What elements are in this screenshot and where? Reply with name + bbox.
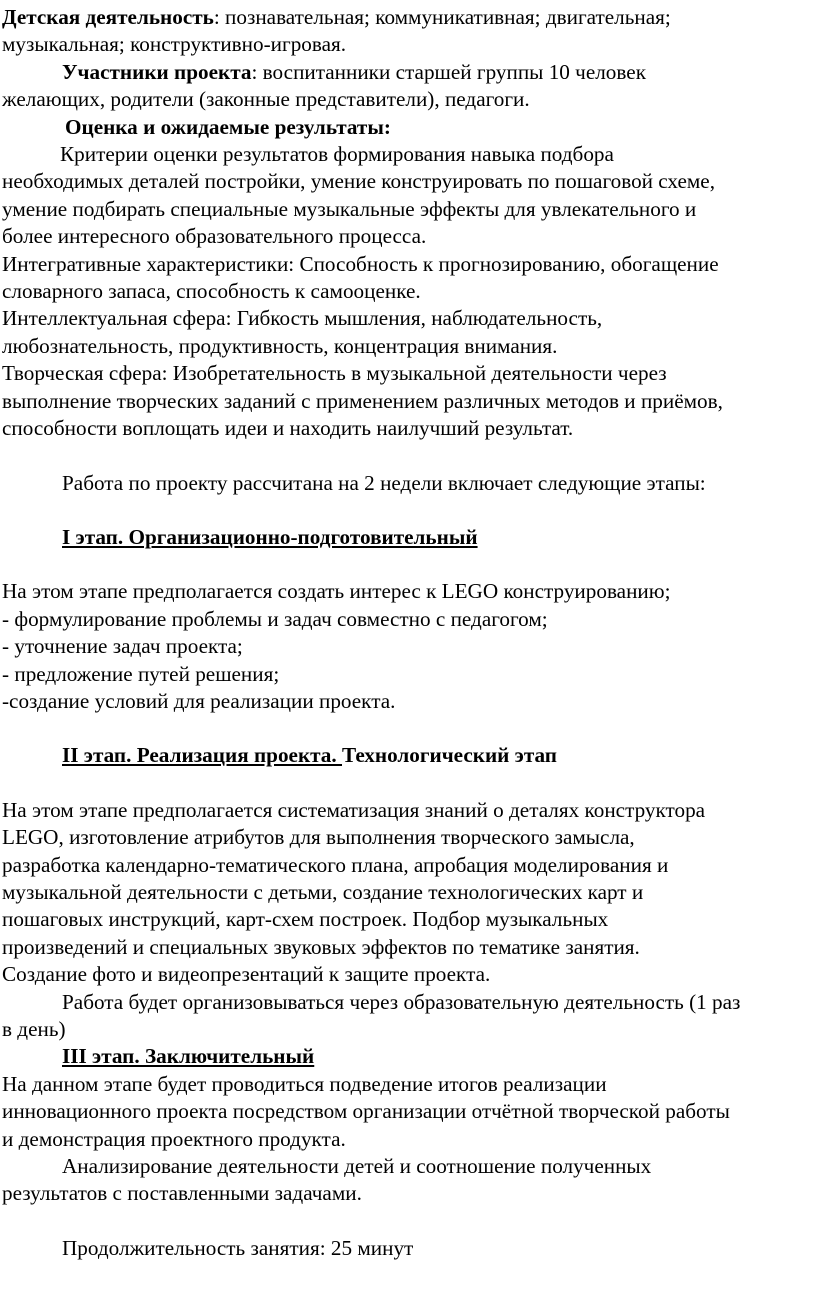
criteria-line: Критерии оценки результатов формирования навыка подбора xyxy=(60,142,614,167)
stage2-line: На этом этапе предполагается систематизация знаний о деталях конструктора xyxy=(2,797,706,822)
stage2-line: разработка календарно-тематического плана, апробация моделирования и xyxy=(2,852,669,877)
stage1-line: - формулирование проблемы и задач совместно с педагогом; xyxy=(2,606,548,631)
criteria-line: необходимых деталей постройки, умение конструировать по пошаговой схеме, xyxy=(2,169,716,194)
participants-text: : воспитанники старшей группы 10 человек xyxy=(251,59,646,84)
analysis-line: Анализирование деятельности детей и соотношение полученных xyxy=(62,1154,652,1179)
stage2-heading-rest: Технологический этап xyxy=(342,743,558,768)
intellectual-line: любознательность, продуктивность, концентрация внимания. xyxy=(2,333,558,358)
document-page xyxy=(2,4,812,1262)
stage2-line: пошаговых инструкций, карт-схем построек. Подбор музыкальных xyxy=(2,907,609,932)
duration-intro: Работа по проекту рассчитана на 2 недели включает следующие этапы: xyxy=(62,470,706,495)
participants-label: Участники проекта xyxy=(62,59,252,84)
results-heading: Оценка и ожидаемые результаты: xyxy=(65,114,391,139)
lesson-duration: Продолжительность занятия: 25 минут xyxy=(62,1235,414,1260)
stage2-heading-underlined: II этап. Реализация проекта. xyxy=(62,743,342,768)
criteria-line: более интересного образовательного процесса. xyxy=(2,224,427,249)
analysis-line-2: результатов с поставленными задачами. xyxy=(2,1181,362,1206)
activity-line xyxy=(2,4,812,31)
integrative-line: словарного запаса, способность к самооценке. xyxy=(2,279,421,304)
stage3-line: инновационного проекта посредством организации отчётной творческой работы xyxy=(2,1099,730,1124)
stage2-line: музыкальной деятельности с детьми, создание технологических карт и xyxy=(2,879,644,904)
creative-line: способности воплощать идеи и находить наилучший результат. xyxy=(2,416,574,441)
intellectual-line: Интеллектуальная сфера: Гибкость мышления, наблюдательность, xyxy=(2,306,603,331)
stage1-line: На этом этапе предполагается создать интерес к LEGO конструированию; xyxy=(2,579,671,604)
stage2-line: произведений и специальных звуковых эффектов по тематике занятия. xyxy=(2,934,640,959)
participants-line xyxy=(2,59,812,86)
stage2-line: LEGO, изготовление атрибутов для выполнения творческого замысла, xyxy=(2,825,635,850)
stage1-line: - предложение путей решения; xyxy=(2,661,280,686)
stage3-line: и демонстрация проектного продукта. xyxy=(2,1126,346,1151)
organize-line-2: в день) xyxy=(2,1017,66,1041)
participants-line-2: желающих, родители (законные представители), педагоги. xyxy=(2,87,530,112)
creative-line: выполнение творческих заданий с применением различных методов и приёмов, xyxy=(2,388,723,413)
stage1-line: -создание условий для реализации проекта. xyxy=(2,688,396,713)
criteria-line: умение подбирать специальные музыкальные эффекты для увлекательного и xyxy=(2,196,697,221)
activity-label: Детская деятельность xyxy=(2,5,214,29)
stage1-line: - уточнение задач проекта; xyxy=(2,634,243,659)
stage2-heading xyxy=(2,742,812,769)
stage3-line: На данном этапе будет проводиться подведение итогов реализации xyxy=(2,1071,607,1096)
organize-line: Работа будет организовываться через образовательную деятельность (1 раз xyxy=(62,989,741,1014)
stage2-line: Создание фото и видеопрезентаций к защите проекта. xyxy=(2,962,491,987)
integrative-line: Интегративные характеристики: Способность к прогнозированию, обогащение xyxy=(2,251,719,276)
stage1-heading: I этап. Организационно-подготовительный xyxy=(62,524,478,549)
activity-text: : познавательная; коммуникативная; двигательная; xyxy=(213,5,671,29)
activity-line-2: музыкальная; конструктивно-игровая. xyxy=(2,32,347,57)
creative-line: Творческая сфера: Изобретательность в музыкальной деятельности через xyxy=(2,361,667,386)
stage3-heading: III этап. Заключительный xyxy=(62,1044,315,1069)
